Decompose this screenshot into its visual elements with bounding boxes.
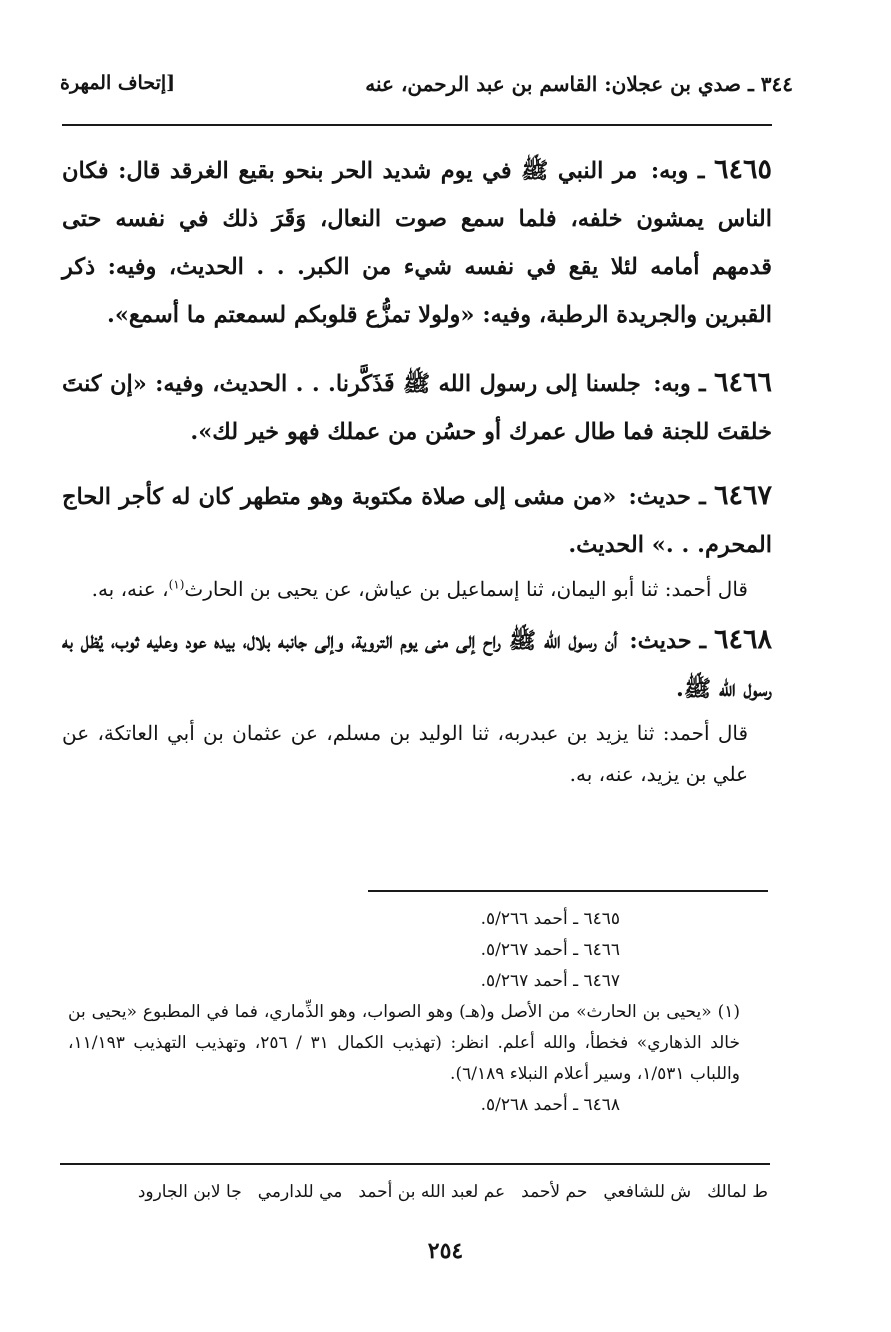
hadith-text [62, 616, 772, 713]
hadith-body: جلسنا إلى رسول الله ﷺ فَذَكَّرنا. . . الحديث، وفيه: «إن كنتَ خلقتَ للجنة فما طال عمرك أو حسُن من عملك فهو خير لك». [62, 371, 772, 445]
hadith-text [62, 359, 772, 456]
book-title: [إتحاف المهرة [60, 72, 176, 94]
hadith-label: ـ حديث: [628, 484, 706, 510]
hadith-number: ٦٤٦٦ [713, 367, 772, 398]
hadith-body: مر النبي ﷺ في يوم شديد الحر بنحو بقيع الغرقد قال: فكان الناس يمشون خلفه، فلما سمع صوت النعال، وَقَرَ ذلك في نفسه حتى قدمهم أمامه لئلا يقع في نفسه شيء من الكبر. . . الحديث، وفيه: ذكر القبرين والجريدة الرطبة، وفيه: «ولولا تمزُّع قلوبكم لسمعتم ما أسمع». [62, 158, 772, 328]
hadith-text [62, 472, 772, 569]
abbreviation-key [56, 1182, 768, 1202]
hadith-entry-6467 [62, 472, 772, 610]
running-header [60, 72, 793, 108]
footnote-source: ٦٤٦٥ ـ أحمد ٥/٢٦٦. [480, 909, 620, 929]
footnote-source: ٦٤٦٧ ـ أحمد ٥/٢٦٧. [480, 971, 620, 991]
isnad-text: قال أحمد: ثنا يزيد بن عبدربه، ثنا الوليد بن مسلم، عن عثمان بن أبي العاتكة، عن علي بن يزيد، عنه، به. [62, 721, 749, 786]
isnad-text: قال أحمد: ثنا أبو اليمان، ثنا إسماعيل بن عياش، عن يحيى بن الحارث [184, 577, 748, 601]
hadith-number: ٦٤٦٧ [713, 480, 772, 511]
footnote-source: ٦٤٦٨ ـ أحمد ٥/٢٦٨. [480, 1095, 620, 1115]
hadith-text [62, 146, 772, 339]
footnotes [68, 904, 768, 1121]
abbreviation-item: ش للشافعي [603, 1182, 692, 1202]
footnote-source: ٦٤٦٦ ـ أحمد ٥/٢٦٧. [480, 940, 620, 960]
hadith-entry-6466 [62, 359, 772, 456]
hadith-label: ـ حديث: [629, 628, 707, 654]
abbreviation-item: جا لابن الجارود [137, 1182, 242, 1202]
hadith-body: «من مشى إلى صلاة مكتوبة وهو متطهر كان له كأجر الحاج المحرم. . .» الحديث. [62, 484, 772, 558]
hadith-entry-6468 [62, 616, 772, 795]
key-rule [60, 1163, 770, 1165]
hadith-label: ـ وبه: [653, 371, 706, 397]
hadith-number: ٦٤٦٨ [714, 624, 773, 655]
chapter-title: ٣٤٤ ـ صدي بن عجلان: القاسم بن عبد الرحمن، عنه [365, 72, 793, 96]
isnad [62, 713, 772, 795]
header-rule [62, 124, 772, 126]
main-text [62, 146, 772, 795]
abbreviation-item: ط لمالك [707, 1182, 768, 1202]
abbreviation-item: مي للدارمي [257, 1182, 343, 1202]
hadith-body: أن رسول الله ﷺ راح إلى منى يوم التروية، وإلى جانبه بلال، بيده عود وعليه ثوب، يُظل به رسول الله ﷺ. [62, 628, 772, 702]
footnote-rule [368, 890, 768, 892]
footnote-marker[interactable]: (١) [168, 577, 185, 592]
isnad-end: ، عنه، به. [91, 577, 169, 601]
footnote-note: (١) «يحيى بن الحارث» من الأصل و(هـ) وهو الصواب، وهو الذِّماري، فما في المطبوع «يحيى بن خالد الذهاري» فخطأ، والله أعلم. انظر: (تهذيب الكمال ٣١ / ٢٥٦، وتهذيب التهذيب ١١/١٩٣، واللباب ١/٥٣١، وسير أعلام النبلاء ٦/١٨٩). [68, 1002, 740, 1084]
page-number: ٢٥٤ [427, 1238, 464, 1264]
hadith-entry-6465 [62, 146, 772, 339]
abbreviation-item: حم لأحمد [521, 1182, 588, 1202]
hadith-number: ٦٤٦٥ [714, 154, 773, 185]
isnad [62, 569, 772, 610]
abbreviation-item: عم لعبد الله بن أحمد [358, 1182, 506, 1202]
hadith-label: ـ وبه: [650, 158, 705, 184]
